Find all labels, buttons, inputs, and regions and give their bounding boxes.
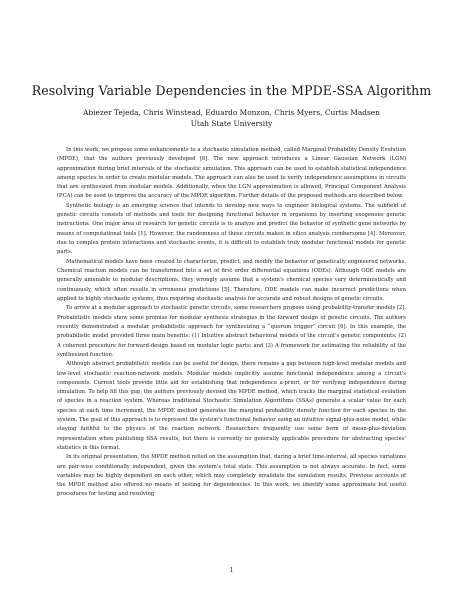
body-paragraph: To arrive at a modular approach to stochastic genetic circuits, some researchers propose using probability-transfer models [2]. Probabilistic models show some promise for modular synthesis strategies in the forward design of genetic circuits. The authors recently demonstrated a modular probabilistic approach for synthesizing a “quorum trigger” circuit [6]. In this example, the probabilistic model provided three main benefits: (1) Intuitive abstract behavioral models of the circuit's genetic components; (2) A coherent procedure for forward-design based on modular logic parts; and (3) A framework for estimating the reliability of the synthesized function. [57, 305, 406, 358]
paper-body [57, 146, 406, 500]
paper-title: Resolving Variable Dependencies in the MPDE-SSA Algorithm [31, 83, 432, 98]
affiliation: Utah State University [190, 119, 273, 128]
body-paragraph: In its original presentation, the MPDE method relied on the assumption that, during a brief time-interval, all species variations are pair-wise conditionally independent, given the system's total state. This assumption is not always accurate. In fact, some variables may be highly dependent on each other, which may completely invalidate the simulation results. Previous accounts of the MPDE method also offered no means of testing for dependencies. In this work, we identify some approximate but useful procedures for testing and resolving [57, 454, 406, 498]
page-number: 1 [229, 567, 234, 574]
body-paragraph: Although abstract probabilistic models can be useful for design, there remains a gap between high-level modular models and low-level stochastic reaction-network models. Modular models implicitly assume functional independence among a circuit's components. Current tools provide little aid for establishing that independence a-priori, or for verifying independence during simulation. To help fill this gap, the authors previously devised the MPDE method, which tracks the marginal statistical evolution of species in a reaction system. Whereas traditional Stochastic Simulation Algorithms (SSAs) generate a scalar value for each species at each time increment, the MPDE method generates the marginal probability density function for each species in the system. The goal of this approach is to represent the system's functional behavior using an intuitive signal-plus-noise model, while staying faithful to the physics of the reaction network. Researchers frequently use some form of mean-plus-deviation representation when publishing SSA results, but there is currently no generally applicable procedure for abstracting species' statistics in this format. [57, 361, 406, 451]
body-paragraph: Mathematical models have been created to characterize, predict, and modify the behavior of genetically engineered networks. Chemical reaction models can be transformed into a set of first order differential equations (ODEs). Although ODE models are generally amenable to modular descriptions, they wrongly assume that a system's chemical species vary deterministically and continuously, which often results in erroneous predictions [5]. Therefore, ODE models can make incorrect predictions when applied to highly stochastic systems, thus requiring stochastic analysis for accurate and robust designs of genetic circuits. [57, 258, 406, 302]
author-list: Abiezer Tejeda, Chris Winstead, Eduardo Monzon, Chris Myers, Curtis Madsen [83, 108, 380, 117]
body-paragraph: Synthetic biology is an emerging science that intends to develop new ways to engineer biological systems. The subfield of genetic circuits consists of methods and tools for designing functional behavior in organisms by inserting exogenous genetic instructions. One major area of research for genetic circuits is to analyze and predict the behavior of synthetic gene networks by means of computational tools [1]. However, the randomness of these circuits makes in silico analysis cumbersome [4]. Moreover, due to complex protein interactions and stochastic events, it is difficult to establish truly modular functional models for genetic parts. [57, 202, 406, 256]
abstract-paragraph: In this work, we propose some enhancements to a stochastic simulation method, called Marginal Probability Density Evolution (MPDE), that the authors previously developed [8]. The new approach introduces a Linear Gaussian Network (LGN) approximation during brief intervals of the stochastic simulation. This approach can be used to establish statistical independence among species in order to create modular models. The approach can also be used to verify independence assumptions in circuits that are synthesized from modular models. Additionally, when the LGN approximation is allowed, Principal Component Analysis (PCA) can be used to improve the accuracy of the MPDE algorithm. Further details of the proposed methods are described below. [57, 147, 406, 200]
